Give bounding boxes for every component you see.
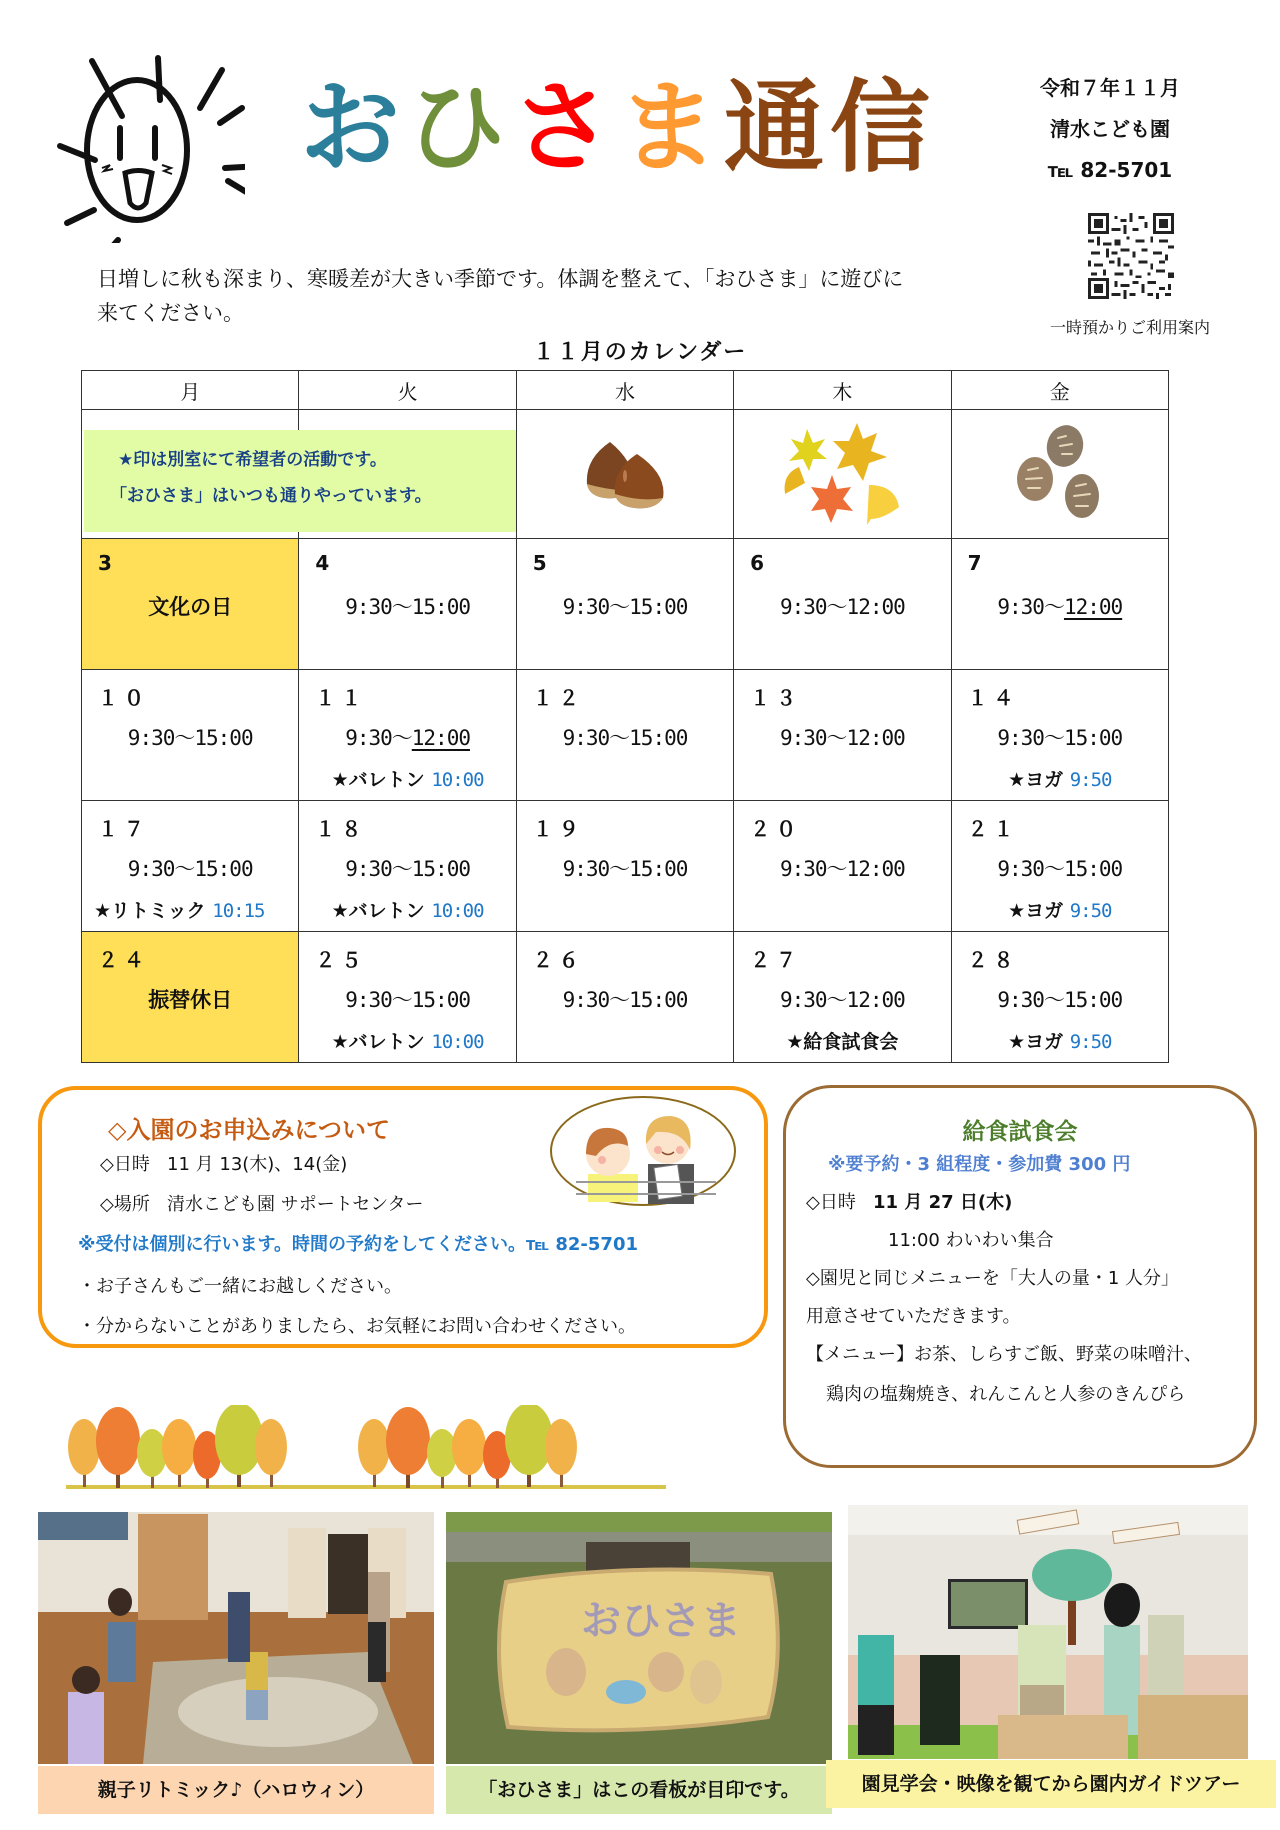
day-number: ２８ bbox=[967, 948, 1020, 972]
weekday-header-row bbox=[82, 371, 1169, 410]
pinecone-icon bbox=[1010, 424, 1110, 524]
week-row bbox=[82, 539, 1169, 670]
activity-event: ★バレトン 10:00 bbox=[331, 1031, 484, 1053]
title-char: お bbox=[300, 69, 402, 186]
calendar-day-cell[interactable] bbox=[516, 539, 733, 670]
intro-line: 日増しに秋も深まり、寒暖差が大きい季節です。体調を整えて、「おひさま」に遊びに bbox=[97, 267, 904, 291]
photo-ohisama-sign bbox=[446, 1512, 832, 1764]
activity-event: ★給食試食会 bbox=[786, 1031, 899, 1053]
lunch-note: ※要予約・3 組程度・参加費 300 円 bbox=[828, 1154, 1131, 1175]
lunch-description: 用意させていただきます。 bbox=[806, 1306, 1021, 1327]
phone-number bbox=[1010, 150, 1210, 191]
tel-value: 82-5701 bbox=[1080, 158, 1173, 182]
open-hours: 9:30～15:00 bbox=[127, 857, 253, 881]
open-hours: 9:30～15:00 bbox=[345, 595, 470, 619]
calendar-day-cell[interactable] bbox=[299, 932, 516, 1063]
enrollment-date: ◇日時 11 月 13(木)、14(金) bbox=[100, 1154, 348, 1175]
calendar-day-cell[interactable] bbox=[734, 670, 951, 801]
day-number: １１ bbox=[315, 686, 368, 710]
calendar-day-cell[interactable] bbox=[951, 932, 1168, 1063]
day-number: ２４ bbox=[98, 948, 150, 972]
enrollment-note: ※受付は個別に行います。時間の予約をしてください。℡ 82-5701 bbox=[78, 1234, 638, 1255]
calendar-day-cell[interactable] bbox=[516, 932, 733, 1063]
day-number: 6 bbox=[750, 551, 771, 575]
week-row bbox=[82, 932, 1169, 1063]
chestnut-icon bbox=[575, 434, 675, 514]
lunch-menu: 【メニュー】お茶、しらすご飯、野菜の味噌汁、 bbox=[806, 1344, 1202, 1365]
calendar-notice bbox=[84, 430, 516, 532]
photo-tour-image bbox=[848, 1505, 1248, 1759]
open-hours: 9:30～12:00 bbox=[779, 595, 905, 619]
open-hours: 9:30～12:00 bbox=[779, 726, 905, 750]
notice-line: 「おひさま」はいつも通りやっています。 bbox=[110, 486, 432, 506]
activity-event: ★リトミック 10:15 bbox=[94, 900, 265, 922]
calendar-day-cell[interactable] bbox=[951, 801, 1168, 932]
day-number: １７ bbox=[98, 817, 150, 841]
title-char: ま bbox=[618, 69, 720, 186]
calendar-day-cell[interactable] bbox=[951, 670, 1168, 801]
activity-event: ★バレトン 10:00 bbox=[331, 769, 484, 791]
decoration-cell bbox=[516, 410, 733, 539]
open-hours: 9:30～12:00 bbox=[779, 988, 905, 1012]
enrollment-bullet: ・お子さんもご一緒にお越しください。 bbox=[78, 1276, 402, 1297]
open-hours: 9:30～15:00 bbox=[345, 988, 470, 1012]
day-number: ２０ bbox=[750, 817, 803, 841]
title-char: 通 bbox=[724, 69, 826, 186]
photo-caption: 園見学会・映像を観てから園内ガイドツアー bbox=[826, 1760, 1276, 1808]
weekday-wed: 水 bbox=[516, 371, 733, 410]
calendar-day-cell[interactable] bbox=[299, 801, 516, 932]
autumn-trees-icon bbox=[66, 1405, 786, 1495]
intro-text bbox=[97, 262, 1057, 330]
day-number: １２ bbox=[532, 686, 585, 710]
open-hours: 9:30～15:00 bbox=[562, 857, 688, 881]
photo-caption: 「おひさま」はこの看板が目印です。 bbox=[446, 1766, 832, 1814]
activity-event: ★バレトン 10:00 bbox=[331, 900, 484, 922]
photo-tour bbox=[848, 1505, 1248, 1759]
open-hours: 9:30～15:00 bbox=[997, 988, 1123, 1012]
calendar-day-cell[interactable] bbox=[82, 932, 299, 1063]
day-number: ２１ bbox=[967, 817, 1020, 841]
open-hours: 9:30～15:00 bbox=[127, 726, 253, 750]
calendar-day-cell[interactable] bbox=[951, 539, 1168, 670]
title-char: 信 bbox=[830, 69, 932, 186]
week-row bbox=[82, 670, 1169, 801]
qr-caption: 一時預かりご利用案内 bbox=[1049, 318, 1210, 337]
calendar-day-cell[interactable] bbox=[82, 801, 299, 932]
calendar-day-cell[interactable] bbox=[516, 801, 733, 932]
photo-sign-image bbox=[446, 1512, 832, 1764]
calendar-title: １１月のカレンダー bbox=[532, 340, 748, 365]
day-number: ２６ bbox=[532, 948, 585, 972]
calendar-day-cell[interactable] bbox=[299, 670, 516, 801]
day-number: １４ bbox=[967, 686, 1020, 710]
open-hours: 9:30～15:00 bbox=[562, 726, 688, 750]
lunch-time: 11:00 わいわい集合 bbox=[888, 1230, 1054, 1251]
holiday-name: 文化の日 bbox=[148, 595, 233, 619]
day-number: １８ bbox=[315, 817, 368, 841]
day-number: １０ bbox=[98, 686, 150, 710]
calendar-day-cell[interactable] bbox=[82, 539, 299, 670]
activity-event: ★ヨガ 9:50 bbox=[1008, 900, 1112, 922]
lunch-menu: 鶏肉の塩麹焼き、れんこんと人参のきんぴら bbox=[826, 1384, 1186, 1405]
newsletter-title bbox=[300, 69, 936, 186]
calendar-day-cell[interactable] bbox=[82, 670, 299, 801]
photo-rhythmic-image bbox=[38, 1512, 434, 1764]
organization-name: 清水こども園 bbox=[1050, 117, 1170, 141]
day-number: １３ bbox=[750, 686, 803, 710]
issue-date: 令和７年１１月 bbox=[1040, 76, 1180, 100]
open-hours: 9:30～12:00 bbox=[345, 726, 470, 750]
autumn-leaves-icon bbox=[777, 419, 907, 529]
open-hours: 9:30～15:00 bbox=[345, 857, 470, 881]
calendar-day-cell[interactable] bbox=[734, 932, 951, 1063]
qr-code-icon[interactable] bbox=[1088, 213, 1174, 299]
photo-caption: 親子リトミック♪（ハロウィン） bbox=[38, 1766, 434, 1814]
calendar-day-cell[interactable] bbox=[299, 539, 516, 670]
photo-rhythmic-halloween bbox=[38, 1512, 434, 1764]
day-number: 4 bbox=[315, 551, 336, 575]
enrollment-title: ◇入園のお申込みについて bbox=[108, 1116, 390, 1144]
enrollment-place: ◇場所 清水こども園 サポートセンター bbox=[100, 1194, 424, 1215]
calendar-day-cell[interactable] bbox=[734, 539, 951, 670]
day-number: １９ bbox=[532, 817, 585, 841]
open-hours: 9:30～12:00 bbox=[779, 857, 905, 881]
weekday-mon: 月 bbox=[82, 371, 299, 410]
consultation-illustration-icon bbox=[548, 1094, 738, 1208]
day-number: 5 bbox=[532, 551, 553, 575]
decoration-cell bbox=[951, 410, 1168, 539]
open-hours: 9:30～15:00 bbox=[562, 988, 688, 1012]
calendar-day-cell[interactable] bbox=[734, 801, 951, 932]
day-number: ２５ bbox=[315, 948, 368, 972]
weekday-thu: 木 bbox=[734, 371, 951, 410]
lunch-date: ◇日時 11 月 27 日(木) bbox=[806, 1192, 1013, 1213]
weekday-fri: 金 bbox=[951, 371, 1168, 410]
lunch-description: ◇園児と同じメニューを「大人の量・1 人分」 bbox=[806, 1268, 1180, 1289]
activity-event: ★ヨガ 9:50 bbox=[1008, 769, 1112, 791]
svg-text:おひさま: おひさま bbox=[581, 1598, 741, 1644]
open-hours: 9:30～15:00 bbox=[562, 595, 688, 619]
weekday-tue: 火 bbox=[299, 371, 516, 410]
lunch-tasting-title: 給食試食会 bbox=[962, 1119, 1078, 1145]
week-row bbox=[82, 801, 1169, 932]
holiday-name: 振替休日 bbox=[148, 988, 233, 1012]
open-hours: 9:30～15:00 bbox=[997, 857, 1123, 881]
notice-line: ★印は別室にて希望者の活動です。 bbox=[118, 450, 387, 470]
day-number: 3 bbox=[98, 551, 118, 575]
open-hours: 9:30～12:00 bbox=[997, 595, 1123, 619]
day-number: 7 bbox=[967, 551, 988, 575]
title-char: さ bbox=[512, 69, 614, 186]
enrollment-bullet: ・分からないことがありましたら、お気軽にお問い合わせください。 bbox=[78, 1316, 636, 1337]
calendar-day-cell[interactable] bbox=[516, 670, 733, 801]
day-number: ２７ bbox=[750, 948, 803, 972]
tel-label: ℡ bbox=[1047, 158, 1074, 182]
intro-line: 来てください。 bbox=[97, 301, 244, 325]
open-hours: 9:30～15:00 bbox=[997, 726, 1123, 750]
smiling-sun-icon bbox=[30, 28, 245, 243]
header-info bbox=[1010, 68, 1210, 191]
activity-event: ★ヨガ 9:50 bbox=[1008, 1031, 1112, 1053]
decoration-cell bbox=[734, 410, 951, 539]
title-char: ひ bbox=[406, 69, 508, 186]
